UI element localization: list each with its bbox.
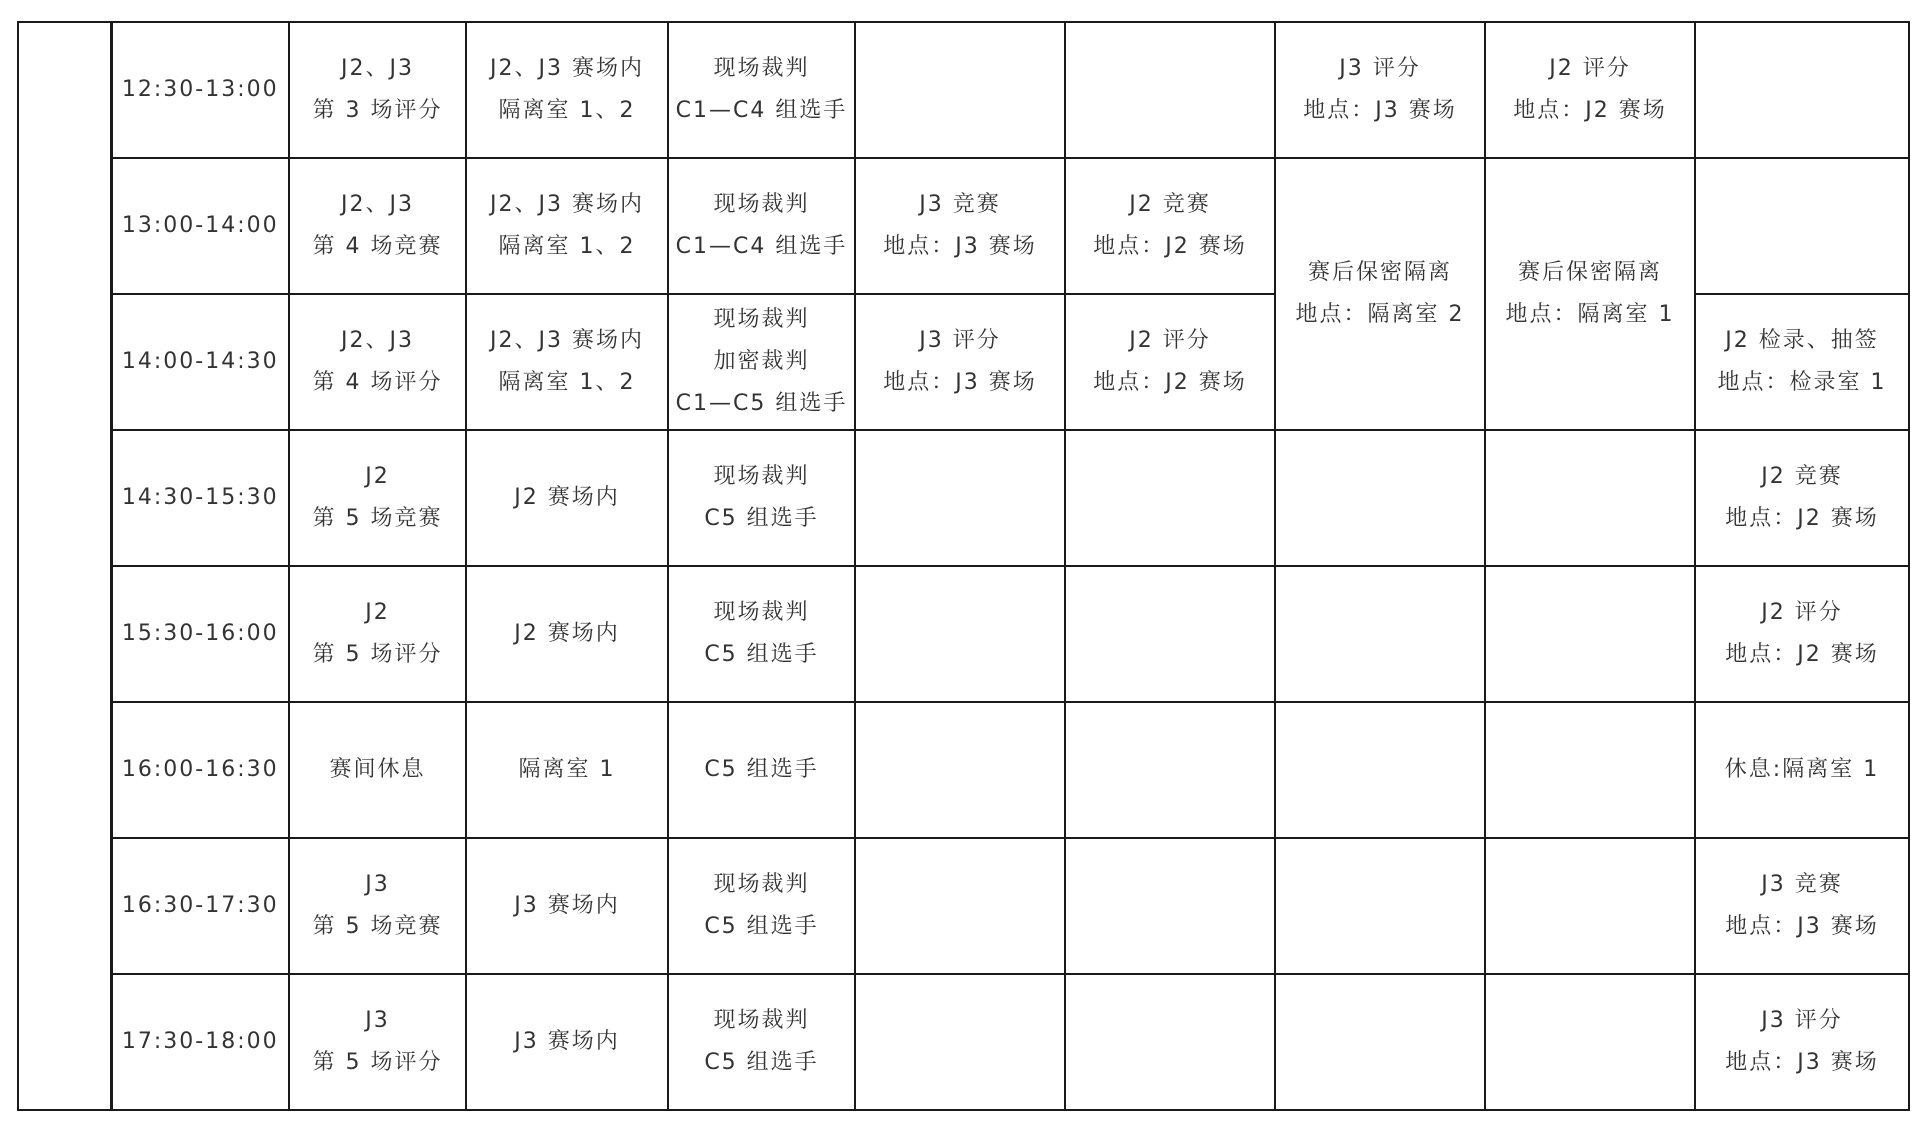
j2-isolation-cell xyxy=(1485,22,1695,158)
cell-text-line: J3 评分 xyxy=(1339,56,1421,81)
cell-text-line: J2 赛场内 xyxy=(514,621,620,646)
next-stage-cell xyxy=(1695,838,1909,974)
cell-text-line: 地点：J2 赛场 xyxy=(1093,370,1247,395)
cell-text-line: 隔离室 1、2 xyxy=(498,234,636,259)
next-stage-cell xyxy=(1695,430,1909,566)
personnel-cell xyxy=(668,294,855,430)
table-row xyxy=(18,838,1909,974)
cell-text-line: J2 xyxy=(365,464,390,489)
time-slot-cell: 14:30-15:30 xyxy=(111,430,289,566)
cell-text-line: 现场裁判 xyxy=(713,1008,810,1033)
personnel-cell xyxy=(668,838,855,974)
j3-track-cell xyxy=(855,566,1065,702)
j2-track-cell xyxy=(1065,294,1275,430)
cell-text-line: J2 赛场内 xyxy=(514,485,620,510)
cell-text-line: J2 检录、抽签 xyxy=(1725,328,1879,353)
cell-text-line: 地点：隔离室 1 xyxy=(1505,302,1675,327)
schedule-body xyxy=(18,22,1909,1110)
location-cell xyxy=(466,22,668,158)
cell-text-line: J2、J3 赛场内 xyxy=(490,328,644,353)
personnel-cell xyxy=(668,430,855,566)
table-row xyxy=(18,702,1909,838)
cell-text-line: 第 4 场评分 xyxy=(312,370,443,395)
cell-text-line: 地点：J3 赛场 xyxy=(883,370,1037,395)
j3-track-cell xyxy=(855,294,1065,430)
j3-track-cell xyxy=(855,430,1065,566)
j3-isolation-cell xyxy=(1275,566,1485,702)
j2-isolation-cell xyxy=(1485,974,1695,1110)
location-cell xyxy=(466,974,668,1110)
cell-text-line: 现场裁判 xyxy=(713,464,810,489)
cell-text-line: J2 评分 xyxy=(1761,600,1843,625)
cell-text-line: 现场裁判 xyxy=(713,307,810,332)
cell-text-line: 现场裁判 xyxy=(713,56,810,81)
activity-cell xyxy=(289,974,466,1110)
cell-text-line: J2 竞赛 xyxy=(1761,464,1843,489)
cell-text-line: 赛后保密隔离 xyxy=(1307,260,1452,285)
cell-text-line: 加密裁判 xyxy=(713,349,810,374)
cell-text-line: 隔离室 1、2 xyxy=(498,370,636,395)
cell-text-line: J2、J3 赛场内 xyxy=(490,192,644,217)
cell-text-line: 隔离室 1 xyxy=(518,757,616,782)
cell-text-line: J2 xyxy=(365,600,390,625)
cell-text-line: J3 xyxy=(365,872,390,897)
j2-track-cell xyxy=(1065,974,1275,1110)
cell-text-line: C5 组选手 xyxy=(704,506,819,531)
personnel-cell xyxy=(668,566,855,702)
location-cell xyxy=(466,430,668,566)
j2-isolation-cell xyxy=(1485,702,1695,838)
activity-cell xyxy=(289,430,466,566)
time-slot-cell: 12:30-13:00 xyxy=(111,22,289,158)
cell-text-line: J3 竞赛 xyxy=(1761,872,1843,897)
location-cell xyxy=(466,566,668,702)
cell-text-line: J3 赛场内 xyxy=(514,893,620,918)
time-slot-cell: 16:00-16:30 xyxy=(111,702,289,838)
next-stage-cell xyxy=(1695,702,1909,838)
cell-text-line: J3 评分 xyxy=(1761,1008,1843,1033)
next-stage-cell xyxy=(1695,566,1909,702)
j3-isolation-cell xyxy=(1275,22,1485,158)
j2-isolation-cell xyxy=(1485,838,1695,974)
cell-text-line: 第 5 场竞赛 xyxy=(312,914,443,939)
j3-track-cell xyxy=(855,22,1065,158)
cell-text-line: 地点：J2 赛场 xyxy=(1725,506,1879,531)
cell-text-line: C5 组选手 xyxy=(704,642,819,667)
cell-text-line: 赛间休息 xyxy=(329,757,426,782)
activity-cell xyxy=(289,22,466,158)
table-row xyxy=(18,974,1909,1110)
cell-text-line: C1—C4 组选手 xyxy=(675,98,848,123)
cell-text-line: 地点：J3 赛场 xyxy=(1725,1050,1879,1075)
j2-track-cell xyxy=(1065,838,1275,974)
cell-text-line: J2 竞赛 xyxy=(1129,192,1211,217)
table-row xyxy=(18,430,1909,566)
time-slot-cell: 14:00-14:30 xyxy=(111,294,289,430)
activity-cell xyxy=(289,838,466,974)
table-row xyxy=(18,158,1909,294)
activity-cell xyxy=(289,158,466,294)
cell-text-line: J2 评分 xyxy=(1549,56,1631,81)
cell-text-line: C5 组选手 xyxy=(704,914,819,939)
table-row xyxy=(18,566,1909,702)
cell-text-line: J2、J3 赛场内 xyxy=(490,56,644,81)
table-row xyxy=(18,22,1909,158)
cell-text-line: 现场裁判 xyxy=(713,600,810,625)
j2-isolation-cell xyxy=(1485,566,1695,702)
location-cell xyxy=(466,294,668,430)
location-cell xyxy=(466,838,668,974)
cell-text-line: 赛后保密隔离 xyxy=(1517,260,1662,285)
cell-text-line: 休息:隔离室 1 xyxy=(1724,757,1880,782)
j2-track-cell xyxy=(1065,22,1275,158)
j2-track-cell xyxy=(1065,158,1275,294)
j3-isolation-cell xyxy=(1275,158,1485,430)
cell-text-line: C5 组选手 xyxy=(704,1050,819,1075)
time-slot-cell: 15:30-16:00 xyxy=(111,566,289,702)
cell-text-line: C1—C4 组选手 xyxy=(675,234,848,259)
j2-isolation-cell xyxy=(1485,158,1695,430)
cell-text-line: 第 3 场评分 xyxy=(312,98,443,123)
next-stage-cell xyxy=(1695,22,1909,158)
j2-track-cell xyxy=(1065,430,1275,566)
activity-cell xyxy=(289,566,466,702)
time-slot-cell: 13:00-14:00 xyxy=(111,158,289,294)
j3-track-cell xyxy=(855,838,1065,974)
j3-track-cell xyxy=(855,158,1065,294)
cell-text-line: J2、J3 xyxy=(341,192,414,217)
cell-text-line: 地点：J2 赛场 xyxy=(1093,234,1247,259)
j3-isolation-cell xyxy=(1275,974,1485,1110)
j3-isolation-cell xyxy=(1275,838,1485,974)
time-slot-cell: 16:30-17:30 xyxy=(111,838,289,974)
cell-text-line: 地点：J3 赛场 xyxy=(883,234,1037,259)
date-column-cell xyxy=(18,22,111,1110)
location-cell xyxy=(466,702,668,838)
j3-track-cell xyxy=(855,974,1065,1110)
personnel-cell xyxy=(668,158,855,294)
cell-text-line: J3 竞赛 xyxy=(919,192,1001,217)
j3-isolation-cell xyxy=(1275,430,1485,566)
personnel-cell xyxy=(668,22,855,158)
cell-text-line: 现场裁判 xyxy=(713,192,810,217)
activity-cell xyxy=(289,702,466,838)
j2-track-cell xyxy=(1065,566,1275,702)
cell-text-line: 地点：隔离室 2 xyxy=(1295,302,1465,327)
cell-text-line: C1—C5 组选手 xyxy=(675,391,848,416)
personnel-cell xyxy=(668,702,855,838)
cell-text-line: C5 组选手 xyxy=(704,757,819,782)
cell-text-line: J2、J3 xyxy=(341,328,414,353)
cell-text-line: J2、J3 xyxy=(341,56,414,81)
time-slot-cell: 17:30-18:00 xyxy=(111,974,289,1110)
schedule-table xyxy=(17,21,1910,1111)
cell-text-line: 地点：J3 赛场 xyxy=(1303,98,1457,123)
j3-track-cell xyxy=(855,702,1065,838)
cell-text-line: 地点：J2 赛场 xyxy=(1725,642,1879,667)
j3-isolation-cell xyxy=(1275,702,1485,838)
next-stage-cell xyxy=(1695,294,1909,430)
cell-text-line: 现场裁判 xyxy=(713,872,810,897)
cell-text-line: 第 5 场评分 xyxy=(312,1050,443,1075)
cell-text-line: 地点：检录室 1 xyxy=(1717,370,1887,395)
activity-cell xyxy=(289,294,466,430)
cell-text-line: 第 5 场竞赛 xyxy=(312,506,443,531)
cell-text-line: 第 4 场竞赛 xyxy=(312,234,443,259)
cell-text-line: J2 评分 xyxy=(1129,328,1211,353)
cell-text-line: 第 5 场评分 xyxy=(312,642,443,667)
cell-text-line: J3 xyxy=(365,1008,390,1033)
cell-text-line: 地点：J3 赛场 xyxy=(1725,914,1879,939)
cell-text-line: 隔离室 1、2 xyxy=(498,98,636,123)
j2-track-cell xyxy=(1065,702,1275,838)
next-stage-cell xyxy=(1695,974,1909,1110)
next-stage-cell xyxy=(1695,158,1909,294)
location-cell xyxy=(466,158,668,294)
cell-text-line: J3 赛场内 xyxy=(514,1029,620,1054)
cell-text-line: 地点：J2 赛场 xyxy=(1513,98,1667,123)
personnel-cell xyxy=(668,974,855,1110)
j2-isolation-cell xyxy=(1485,430,1695,566)
cell-text-line: J3 评分 xyxy=(919,328,1001,353)
